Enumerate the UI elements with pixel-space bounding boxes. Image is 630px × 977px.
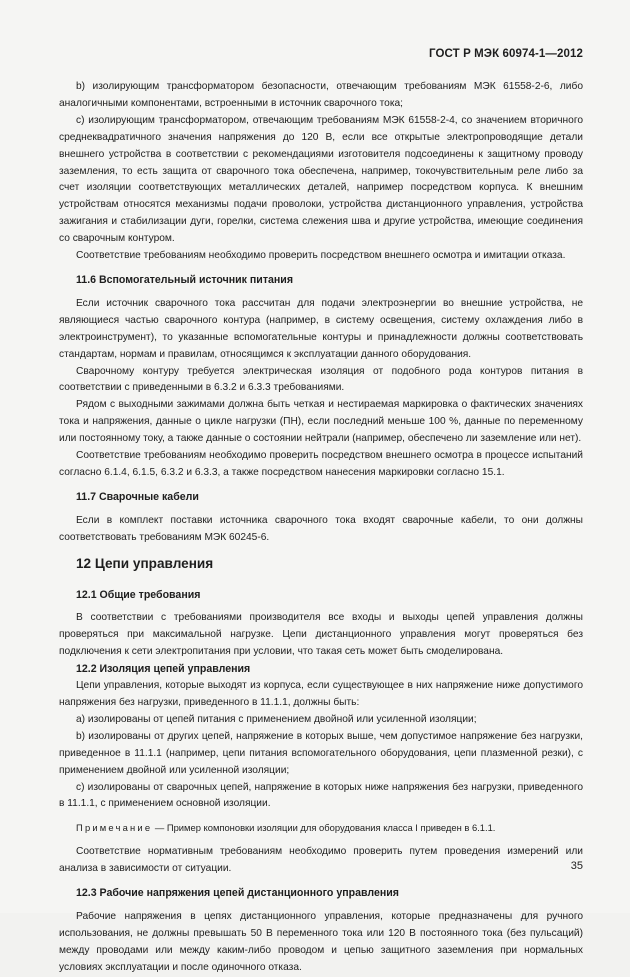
- paragraph-compliance-2: Соответствие требованиям необходимо проверить посредством внешнего осмотра в процессе испытаний согласно 6.1.4, 6.1.5, 6.3.2 и 6.3.3, а также посредством нанесения маркировки согласно 15.1.: [59, 450, 583, 478]
- note: [59, 820, 583, 837]
- paragraph-general-requirements: В соответствии с требованиями производителя все входы и выходы цепей управления должны проверяться при максимальной нагрузке. Цепи дистанционного управления могут проверяться без подключения к сети электропитания при условии, что такая сеть может быть смоделирована.: [59, 612, 583, 658]
- paragraph-compliance-1: Соответствие требованиям необходимо проверить посредством внешнего осмотра и имитации отказа.: [76, 250, 566, 262]
- paragraph-terminal-marking: Рядом с выходными зажимами должна быть четкая и нестираемая маркировка о фактических значениях тока и напряжения, данные о цикле нагрузки (ПН), если последний меньше 100 %, данные по переменному или постоянному току, а также данные о состоянии нейтрали (например, обеспечено ли заземление или нет).: [59, 399, 583, 445]
- paragraph-item-b-isolation: b) изолированы от других цепей, напряжение в которых выше, чем допустимое напряжение без нагрузки, приведенное в 11.1.1 (например, цепи питания вспомогательного оборудования, цепи плазменной резки), с применением двойной или усиленной изоляции;: [59, 730, 583, 776]
- section-heading-12-2: 12.2 Изоляция цепей управления: [76, 663, 251, 676]
- note-label: Примечание: [76, 822, 153, 834]
- page-body: [59, 79, 583, 977]
- paragraph-control-circuits: Цепи управления, которые выходят из корпуса, если существующее в них напряжение ниже допустимого напряжения без нагрузки, приведенного в 11.1.1, должны быть:: [59, 680, 583, 708]
- paragraph-welding-cables: Если в комплект поставки источника сварочного тока входят сварочные кабели, то они должны соответствовать требованиям МЭК 60245-6.: [59, 514, 583, 543]
- paragraph-remote-voltages: Рабочие напряжения в цепях дистанционного управления, которые предназначены для ручного использования, не должны превышать 50 В переменного тока или 120 В постоянного тока (без пульсаций) между проводами или между каким-либо проводом и цепью защитного заземления при нормальных условиях эксплуатации и после одиночного отказа.: [59, 910, 583, 973]
- section-heading-11-6: 11.6 Вспомогательный источник питания: [76, 273, 293, 286]
- section-heading-12: 12 Цепи управления: [76, 555, 214, 571]
- standard-header: ГОСТ Р МЭК 60974-1—2012: [429, 48, 583, 60]
- note-text: — Пример компоновки изоляции для оборудования класса I приведен в 6.1.1.: [152, 822, 496, 834]
- page-number: 35: [570, 860, 583, 872]
- section-heading-12-3: 12.3 Рабочие напряжения цепей дистанционного управления: [76, 887, 399, 900]
- paragraph-aux-supply: Если источник сварочного тока рассчитан для подачи электроэнергии во внешние устройства, не являющиеся частью сварочного контура (например, в систему освещения, систему охлаждения либо в электроинструмент), то указанные вспомогательные контуры и принадлежности должны соответствовать стандартам, нормам и правилам, относящимся к эксплуатации данного оборудования.: [59, 297, 583, 360]
- paragraph-item-c: c) изолирующим трансформатором, отвечающим требованиям МЭК 61558-2-4, со значением вторичного среднеквадратичного значения напряжения до 120 В, если все открытые электропроводящие детали внешнего устройства в соответствии с рекомендациями изготовителя подсоединены к защитному проводу заземления, то есть защита от сварочного тока обеспечена, например, токочувствительным реле либо за счет изоляции соответствующих металлических деталей, например посредством корпуса. К внешним устройствам относятся механизмы подачи проволоки, устройства дистанционного управления, устройства зажигания и стабилизации дуги, горелки, система слежения шва и другие устройства, имеющие соединения со сварочным контуром.: [59, 114, 583, 245]
- section-heading-12-1: 12.1 Общие требования: [76, 588, 201, 601]
- paragraph-item-c-isolation: c) изолированы от сварочных цепей, напряжение в которых ниже напряжения без нагрузки, приведенного в 11.1.1, с применением основной изоляции.: [59, 781, 583, 810]
- paragraph-item-b: b) изолирующим трансформатором безопасности, отвечающим требованиям МЭК 61558-2-6, либо аналогичными компонентами, встроенными в источник сварочного тока;: [59, 81, 583, 109]
- paragraph-item-a-isolation: a) изолированы от цепей питания с применением двойной или усиленной изоляции;: [76, 713, 477, 725]
- section-heading-11-7: 11.7 Сварочные кабели: [76, 490, 199, 503]
- paragraph-welding-circuit-isolation: Сварочному контуру требуется электрическая изоляция от подобного рода контуров питания в соответствии с приведенными в 6.3.2 и 6.3.3 требованиями.: [59, 365, 583, 394]
- paragraph-compliance-3: Соответствие нормативным требованиям необходимо проверить путем проведения измерений или анализа в зависимости от ситуации.: [59, 846, 583, 875]
